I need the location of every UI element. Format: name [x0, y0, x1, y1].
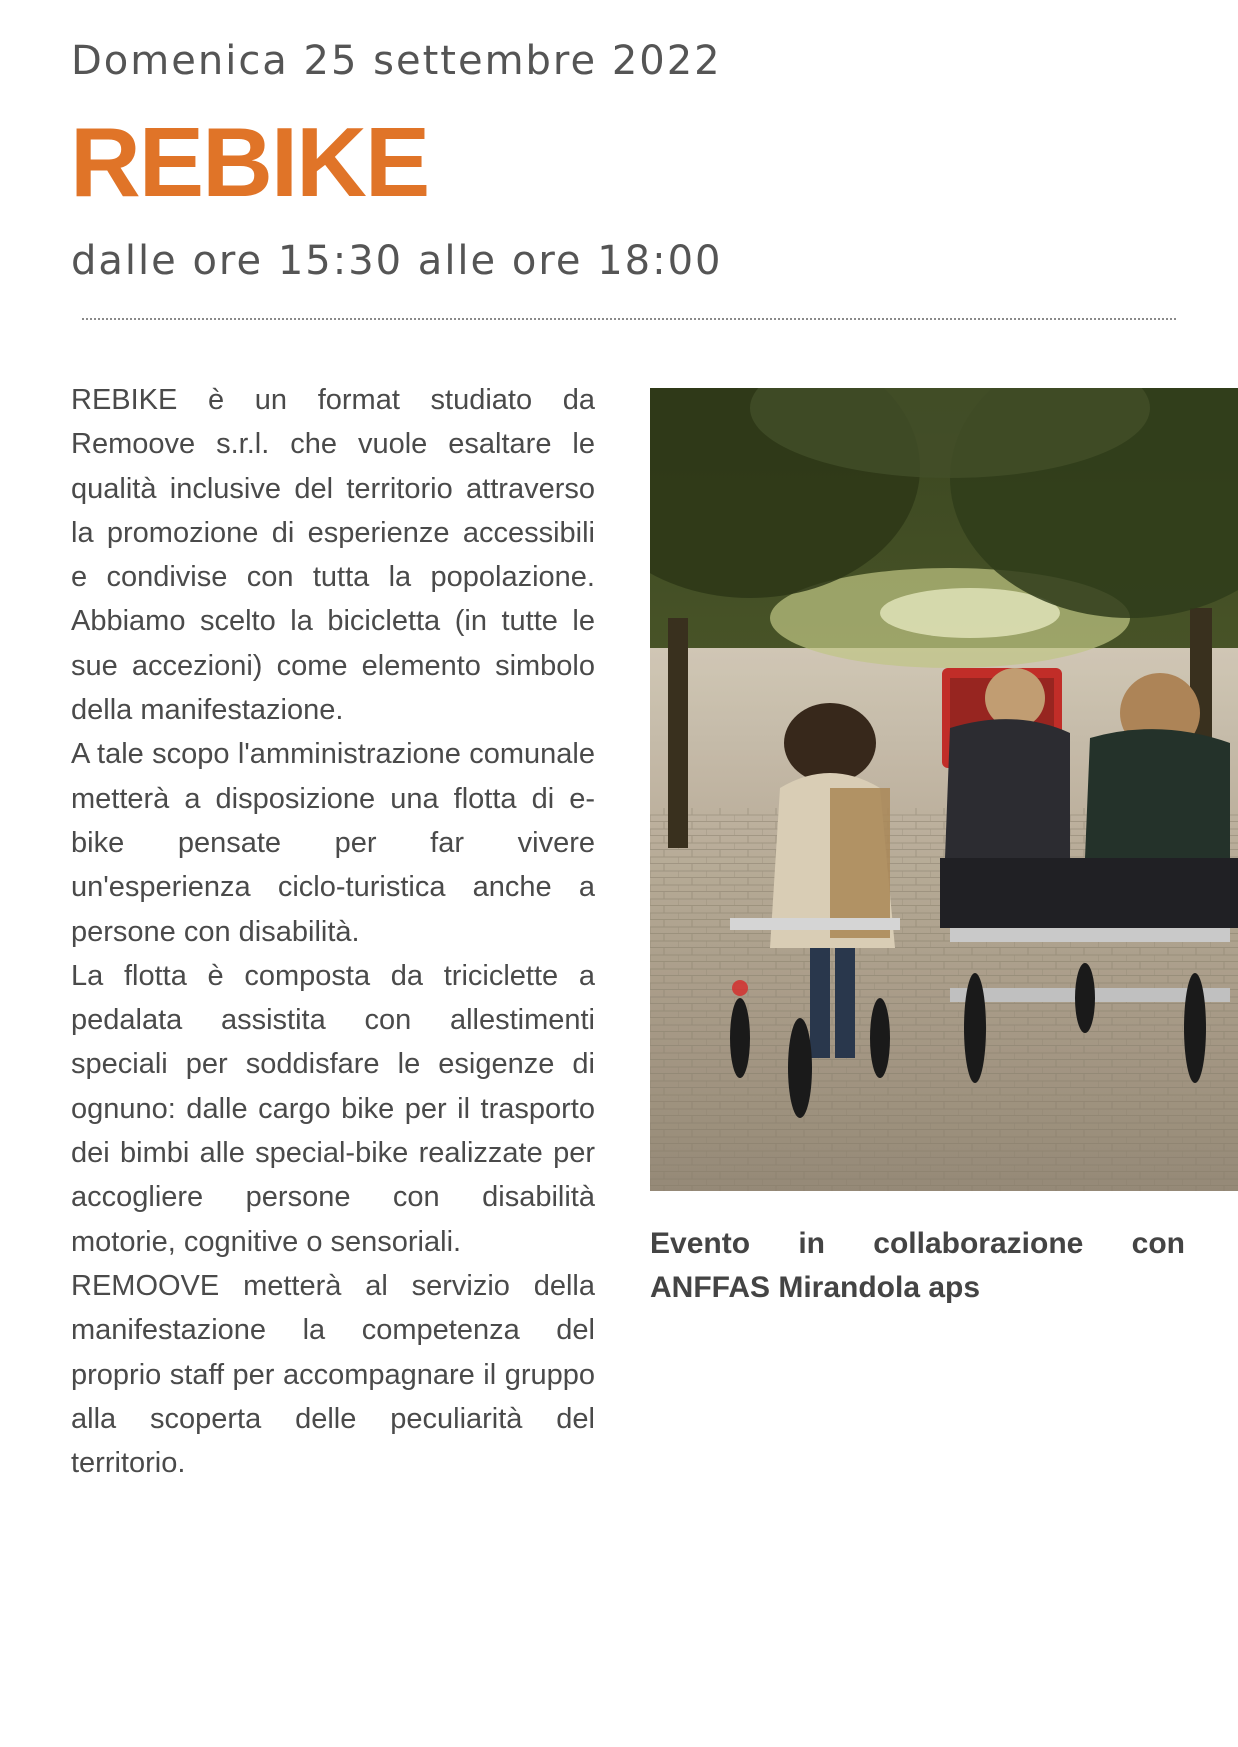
caption-line-2: ANFFAS Mirandola aps	[650, 1271, 981, 1304]
paragraph-staff: REMOOVE metterà al servizio della manifestazione la competenza del proprio staff per accompagnare il gruppo alla scoperta delle peculiarità del territorio.	[71, 1269, 595, 1480]
paragraph-fleet-composition: La flotta è composta da triciclette a pedalata assistita con allestimenti speciali per soddisfare le esigenze di ognuno: dalle cargo bike per il trasporto dei bimbi alle special-bike realizzate per accogliere persone con disabilità motorie, cognitive o sensoriali.	[71, 959, 595, 1258]
event-photo	[650, 388, 1238, 1191]
event-date: Domenica 25 settembre 2022	[71, 38, 722, 84]
collaboration-caption	[650, 1222, 1185, 1310]
tricycles-on-avenue-image	[650, 388, 1238, 1191]
paragraph-fleet-availability: A tale scopo l'amministrazione comunale metterà a disposizione una flotta di e-bike pensate per far vivere un'esperienza ciclo-turistica anche a persone con disabilità.	[71, 738, 595, 948]
dotted-divider	[82, 318, 1176, 320]
caption-line-1: Evento in collaborazione con	[650, 1227, 1185, 1260]
event-time: dalle ore 15:30 alle ore 18:00	[71, 238, 723, 284]
event-title: REBIKE	[70, 107, 429, 217]
paragraph-intro: REBIKE è un format studiato da Remoove s.r.l. che vuole esaltare le qualità inclusive del territorio attraverso la promozione di esperienze accessibili e condivise con tutta la popolazione. Abbiamo scelto la bicicletta (in tutte le sue accezioni) come elemento simbolo della manifestazione.	[71, 384, 595, 727]
event-description	[71, 378, 595, 1485]
